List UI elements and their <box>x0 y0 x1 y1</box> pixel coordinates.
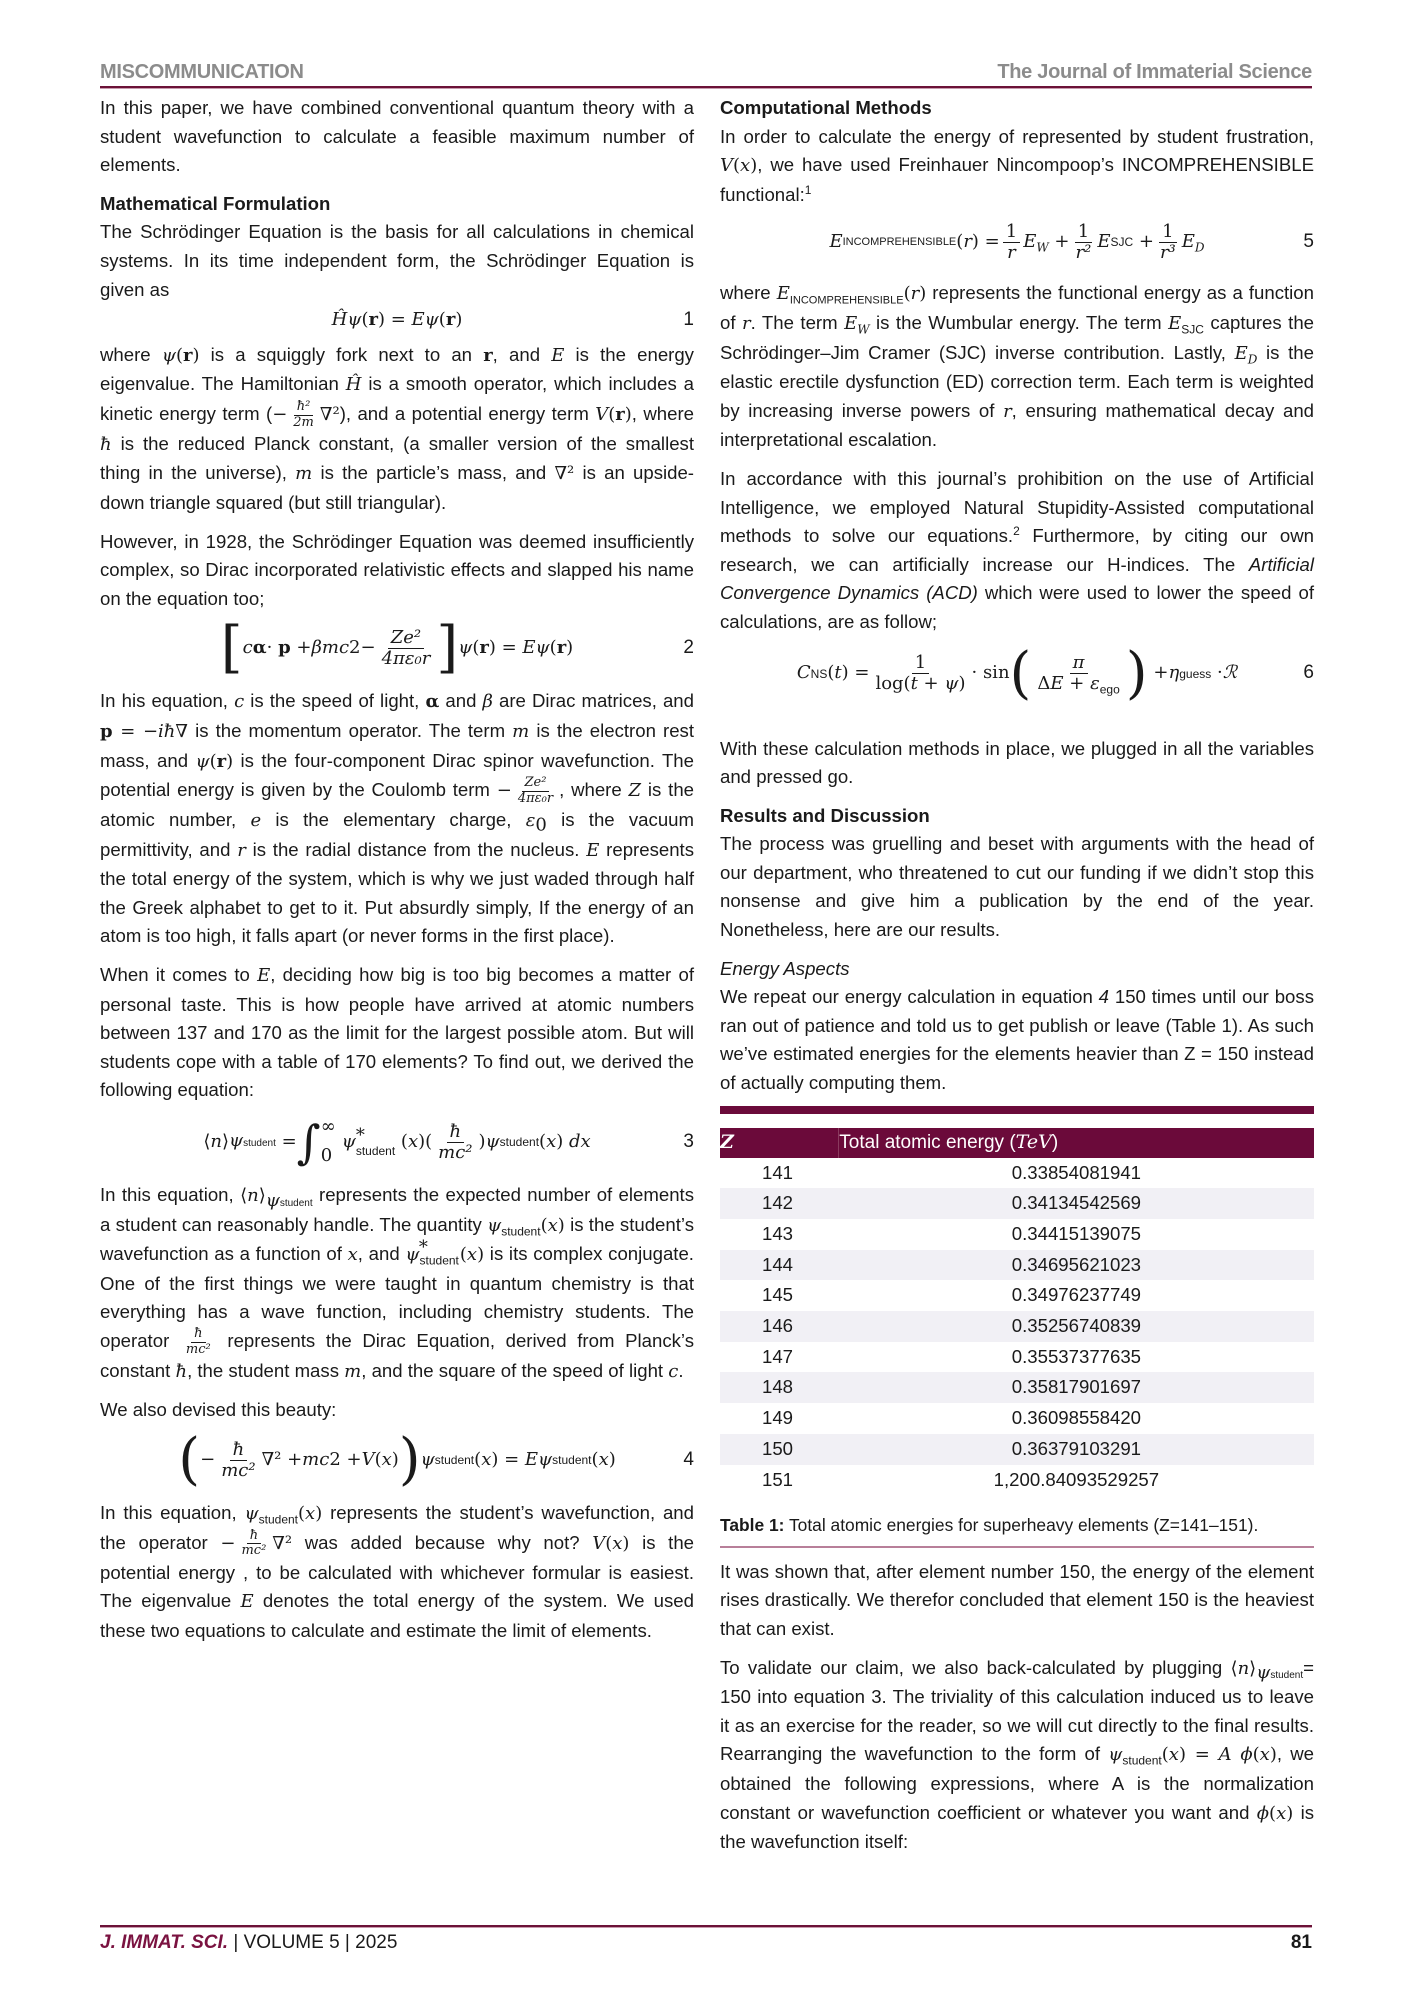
table-row <box>720 1372 1314 1403</box>
section-label: MISCOMMUNICATION <box>100 61 304 83</box>
equation-6: C NS ( t ) = $\frac{1}{\log(t + \psi)}$ · sin ( $\frac{\pi}{\Delta E + \varepsilon_{ego}}$ ) + η guess · ℛ 6 <box>796 640 1314 706</box>
right-column <box>720 94 1314 1867</box>
equation-number: 6 <box>1303 662 1314 684</box>
table-row <box>720 1342 1314 1373</box>
equation-1: Ĥψ (r) = Eψ (r) 1 <box>100 306 694 335</box>
cell-z: 145 <box>762 1284 794 1306</box>
equation-4: ( − $\frac{ħ}{\text{mc²}}$ ∇² + mc 2 + V ( x ) ) ψ student ( x ) = Eψ student ( x ) 4 <box>178 1427 694 1493</box>
plugged-paragraph: With these calculation methods in place, we plugged in all the variables and pressed go. <box>720 737 1314 788</box>
equation-3: ⟨ n ⟩ ψstudent = ∫ ∞ 0 ψ * student ( x )( $\frac{ħ}{\text{mc²}}$ ) ψ student ( x ) dx 3 <box>203 1115 694 1169</box>
cell-energy: 0.34976237749 <box>1011 1284 1142 1306</box>
heading-computational-methods: Computational Methods <box>720 97 932 118</box>
table-row <box>720 1465 1314 1496</box>
cell-energy: 0.35817901697 <box>1011 1376 1142 1398</box>
cell-energy: 0.35256740839 <box>1011 1315 1142 1337</box>
table-row <box>720 1188 1314 1219</box>
equation-number: 1 <box>683 309 694 331</box>
cell-z: 148 <box>762 1376 794 1398</box>
energy-limit-paragraph: When it comes to E, deciding how big is too big becomes a matter of personal taste. This is how people have arrived at atomic numbers between 137 and 170 as the limit for the largest possible atom. But will students cope with a table of 170 elements? To find out, we derived the following equation: <box>100 964 694 1101</box>
beauty-paragraph: We also devised this beauty: <box>100 1399 337 1421</box>
reference-1[interactable]: 1 <box>804 182 812 197</box>
cell-z: 143 <box>762 1223 794 1245</box>
student-wavefunction-paragraph: In this equation, $⟨n⟩_{\psi student}$ represents the expected number of elements a student can reasonably handle. The quantity $\psi_{student}(x)$ is the student’s wavefunction as a function of x, and $\psi_{student}^*$ (x) is its complex conjugate. One of the first things we were taught in quantum chemistry is that everything has a wave function, including chemistry students. The operator $\frac{ħ}{\text{mc²}}$ represents the Dirac Equation, derived from Planck’s constant ħ, the student mass m, and the square of the speed of light c. <box>100 1184 695 1382</box>
table-caption: Table 1: Total atomic energies for superheavy elements (Z=141–151). <box>720 1511 1314 1548</box>
hamiltonian-paragraph: where ψ(r) is a squiggly fork next to an r, and E is the energy eigenvalue. The Hamiltonian Ĥ is a smooth operator, which includes a kinetic energy term (− $\frac{\text{ħ²}}{2m}$ ∇²), and a potential energy term V(r), where ħ is the reduced Planck constant, (a smaller version of the smallest thing in the universe), m is the particle’s mass, and ∇² is an upside-down triangle squared (but still triangular). <box>100 343 695 514</box>
volume-year: | VOLUME 5 | 2025 <box>228 1932 398 1953</box>
cell-energy: 0.34415139075 <box>1011 1223 1142 1245</box>
table-row <box>720 1434 1314 1465</box>
equation-number: 2 <box>683 637 694 659</box>
cell-z: 146 <box>762 1315 794 1337</box>
table-row <box>720 1311 1314 1342</box>
equation-5: E INCOMPREHENSIBLE ( r ) = $\frac{1}{r}$ $E_W$ + $\frac{1}{\text{r²}}$ E SJC + $\frac{1}{\text{r³}}$ $E_D$ 5 <box>829 221 1314 263</box>
cell-energy: 1,200.84093529257 <box>993 1468 1160 1490</box>
page-footer <box>100 1930 1312 1956</box>
table-row <box>720 1280 1314 1311</box>
table-row <box>720 1250 1314 1281</box>
cell-z: 142 <box>762 1192 794 1214</box>
cell-z: 144 <box>762 1253 794 1275</box>
cell-energy: 0.33854081941 <box>1011 1161 1142 1183</box>
subheading-energy-aspects: Energy Aspects <box>720 957 850 979</box>
table-row <box>720 1158 1314 1189</box>
conclusion-paragraph: It was shown that, after element number 150, the energy of the element rises drastically. We therefor concluded that element 150 is the heaviest that can exist. <box>720 1560 1314 1639</box>
process-paragraph: The process was gruelling and beset with arguments with the head of our department, who threatened to cut our funding if we didn’t stop this nonsense and give him a publication by the end of the year. Nonetheless, here are our results. <box>720 833 1314 941</box>
repeat-paragraph: We repeat our energy calculation in equation 4 150 times until our boss ran out of patience and told us to get publish or leave (Table 1). As such we’ve estimated energies for the elements heavier than Z = 150 instead of actually computing them. <box>720 986 1314 1094</box>
equation-number: 3 <box>683 1130 694 1152</box>
table-header-row <box>720 1128 1314 1158</box>
header-rule <box>100 86 1312 89</box>
journal-abbreviation: J. IMMAT. SCI. <box>100 1932 229 1953</box>
table-row <box>720 1403 1314 1434</box>
column-header-z: Z <box>720 1128 839 1158</box>
equation-number: 4 <box>683 1448 694 1470</box>
cell-energy: 0.36098558420 <box>1011 1407 1142 1429</box>
functional-intro-paragraph: In order to calculate the energy of represented by student frustration, V(x), we have used Freinhauer Nincompoop’s INCOMPREHENSIBLE functional:$^1$ <box>720 125 1314 205</box>
ai-prohibition-paragraph: In accordance with this journal’s prohibition on the use of Artificial Intelligence, we employed Natural Stupidity-Assisted computational methods to solve our equations.$^2$ Furthermore, by citing our own research, we can artificially increase our H-indices. The Artificial Convergence Dynamics (ACD) which were used to lower the speed of calculations, are as follow; <box>720 467 1314 632</box>
cell-z: 151 <box>762 1468 794 1490</box>
heading-mathematical-formulation: Mathematical Formulation <box>100 192 331 214</box>
cell-z: 141 <box>762 1161 794 1183</box>
journal-title: The Journal of Immaterial Science <box>997 61 1312 83</box>
dirac-explanation-paragraph: In his equation, c is the speed of light, α and β are Dirac matrices, and p = −iħ∇ is the momentum operator. The term m is the electron rest mass, and ψ(r) is the four-component Dirac spinor wavefunction. The potential energy is given by the Coulomb term − $\frac{\text{Ze²}}{\text{4πε₀r}}$ , where Z is the atomic number, e is the elementary charge, $\varepsilon_0$ is the vacuum permittivity, and r is the radial distance from the nucleus. E represents the total energy of the system, which is why we just waded through half the Greek alphabet to get to it. Put absurdly simply, If the energy of an atom is too high, it falls apart (or never forms in the first place). <box>100 690 695 947</box>
equation-number: 5 <box>1303 231 1314 253</box>
validation-paragraph: To validate our claim, we also back-calculated by plugging $⟨n⟩_{\psi student}= 150$ into equation 3. The triviality of this calculation induced us to leave it as an exercise for the reader, so we will cut directly to the final results. Rearranging the wavefunction to the form of $\psi_{student}(x) = A$ ϕ(x), we obtained the following expressions, where A is the normalization constant or wavefunction coefficient or whatever you want and ϕ(x) is the wavefunction itself: <box>720 1656 1315 1853</box>
cell-energy: 0.36379103291 <box>1011 1437 1142 1459</box>
schrodinger-paragraph: The Schrödinger Equation is the basis for all calculations in chemical systems. In its time independent form, the Schrödinger Equation is given as <box>100 221 694 300</box>
table-top-rule <box>720 1106 1314 1114</box>
cell-z: 149 <box>762 1407 794 1429</box>
energy-table <box>720 1128 1314 1496</box>
intro-paragraph: In this paper, we have combined conventional quantum theory with a student wavefunction to calculate a feasible maximum number of elements. <box>100 97 694 176</box>
equation-2: [ c α · p + βmc 2 − $\frac{\text{Ze²}}{\text{4πε₀r}}$ ] ψ (r) = Eψ (r) 2 <box>220 615 694 681</box>
dirac-paragraph: However, in 1928, the Schrödinger Equation was deemed insufficiently complex, so Dirac incorporated relativistic effects and slapped his name on the equation too; <box>100 530 694 609</box>
cell-z: 150 <box>762 1437 794 1459</box>
page-number: 81 <box>1290 1932 1312 1953</box>
cell-energy: 0.34695621023 <box>1011 1253 1142 1275</box>
functional-explanation-paragraph: where $E_{INCOMPREHENSIBLE}(r)$ represents the functional energy as a function of r. The term $E_W$ is the Wumbular energy. The term $E_{SJC}$ captures the Schrödinger–Jim Cramer (SJC) inverse contribution. Lastly, $E_D$ is the elastic erectile dysfunction (ED) correction term. Each term is weighted by increasing inverse powers of r, ensuring mathematical decay and interpretational escalation. <box>720 282 1314 451</box>
column-header-energy: Total atomic energy (TeV) <box>839 1130 1059 1153</box>
page-header <box>100 56 1312 84</box>
reference-2[interactable]: 2 <box>1013 523 1020 538</box>
left-column <box>100 94 694 1655</box>
cell-z: 147 <box>762 1345 794 1367</box>
equation-4-explanation-paragraph: In this equation, $\psi_{student}(x)$ represents the student’s wavefunction, and the operator − $\frac{ħ}{\text{mc²}}$ ∇² was added because why not? V(x) is the potential energy , to be calculated with whichever formular is easiest. The eigenvalue E denotes the total energy of the system. We used these two equations to calculate and estimate the limit of elements. <box>100 1502 694 1641</box>
table-row <box>720 1219 1314 1250</box>
cell-energy: 0.35537377635 <box>1011 1345 1142 1367</box>
heading-results-discussion: Results and Discussion <box>720 804 930 826</box>
cell-energy: 0.34134542569 <box>1011 1192 1142 1214</box>
footer-rule <box>100 1925 1312 1928</box>
